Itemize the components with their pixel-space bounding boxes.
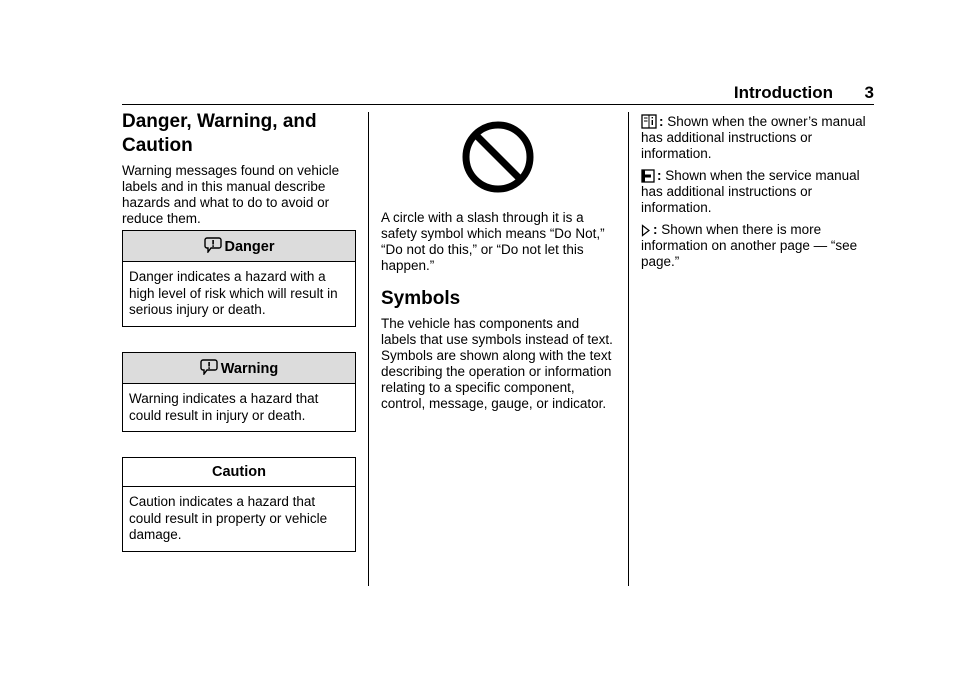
owners-manual-text: Shown when the owner’s manual has additional instructions or information. <box>641 114 866 161</box>
danger-box-title: Danger <box>224 239 275 255</box>
warning-box-text: Warning indicates a hazard that could result in injury or death. <box>129 391 319 423</box>
danger-box-header <box>123 231 355 262</box>
prohibition-circle-icon <box>461 120 535 194</box>
see-page-entry <box>641 222 873 270</box>
danger-box-text: Danger indicates a hazard with a high level of risk which will result in serious injury or death. <box>129 269 338 317</box>
warning-triangle-icon <box>200 359 218 375</box>
symbols-heading: Symbols <box>381 288 461 309</box>
symbol-colon: : <box>659 114 664 129</box>
warning-box-header <box>123 353 355 384</box>
service-manual-entry <box>641 168 873 216</box>
page-number: 3 <box>864 83 874 102</box>
caution-box-header <box>123 458 355 487</box>
section-title: Introduction <box>733 83 833 102</box>
service-manual-icon <box>641 169 655 183</box>
column-1 <box>122 110 356 542</box>
caution-box-text: Caution indicates a hazard that could result in property or vehicle damage. <box>129 494 328 542</box>
column-divider-1 <box>368 112 369 586</box>
column-divider-2 <box>628 112 629 586</box>
warning-box-title: Warning <box>220 361 279 377</box>
symbol-colon: : <box>657 168 662 183</box>
warning-box <box>122 352 356 432</box>
see-page-text: Shown when there is more information on another page — “see page.” <box>641 222 858 269</box>
caution-box <box>122 457 356 552</box>
page-header <box>122 80 874 105</box>
warning-messages-intro: Warning messages found on vehicle labels and in this manual describe hazards and what to do to avoid or reduce them. <box>122 163 340 226</box>
service-manual-text: Shown when the service manual has additional instructions or information. <box>641 168 860 215</box>
owners-manual-entry <box>641 114 873 162</box>
owners-manual-book-icon <box>641 114 657 129</box>
danger-box <box>122 230 356 327</box>
symbols-description: The vehicle has components and labels that use symbols instead of text. Symbols are shown along with the text describing the operation or information relating to a specific component, control, message, gauge, or indicator. <box>381 316 613 411</box>
circle-slash-description: A circle with a slash through it is a safety symbol which means “Do Not,” “Do not do this,” or “Do not let this happen.” <box>381 210 605 273</box>
caution-box-title: Caution <box>212 464 266 480</box>
symbol-colon: : <box>653 222 658 237</box>
danger-warning-caution-heading: Danger, Warning, and Caution <box>122 111 317 156</box>
warning-triangle-icon <box>204 237 222 253</box>
see-page-arrow-icon <box>641 224 651 237</box>
